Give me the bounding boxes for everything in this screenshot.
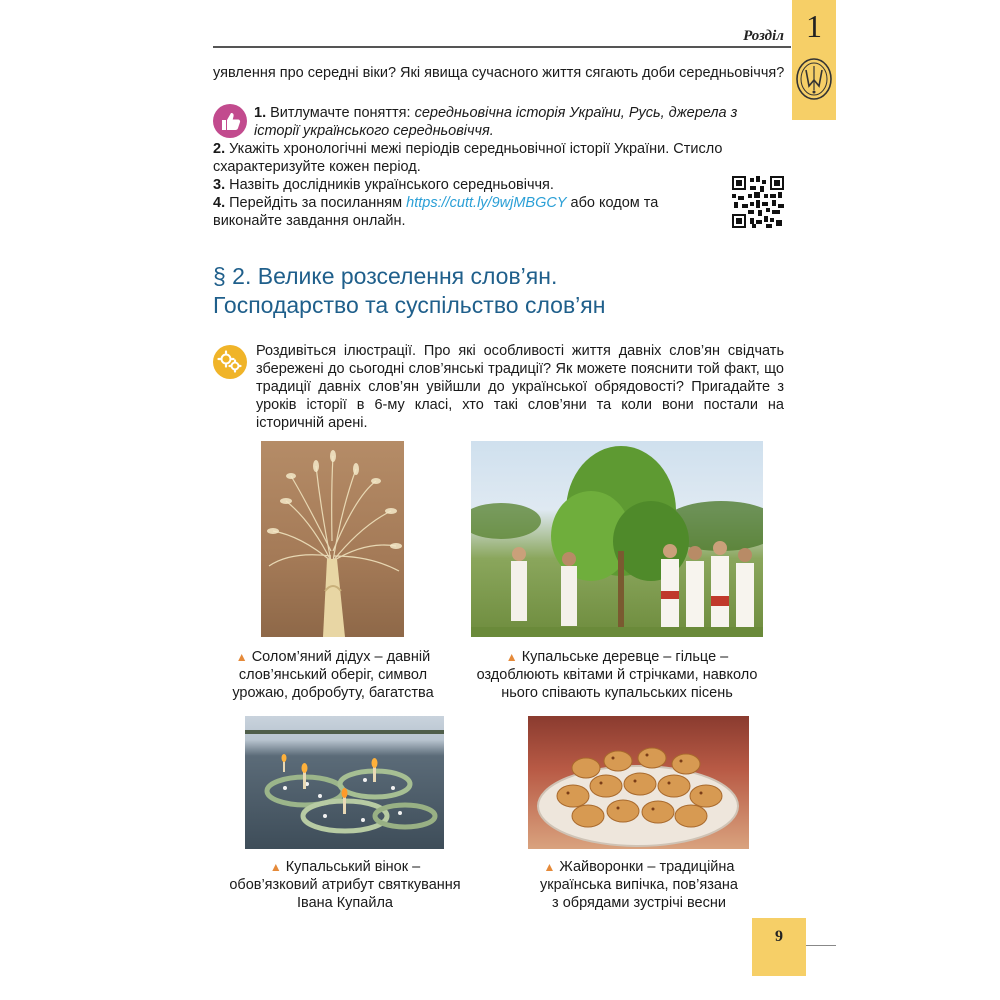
kupala-wreath-illustration xyxy=(245,716,444,849)
caption-zhayvoronky-line-2: українська випічка, пов’язана xyxy=(539,877,738,893)
caption-didukh-line-3: урожаю, добробуту, багатства xyxy=(232,685,434,701)
illustration-task: Роздивіться ілюстрації. Про які особливості життя давніх слов’ян свідчать збережені до сьогодні слов’янські традиції? Як можете пояснити той факт, що традиції давніх слов’ян увійшли до української обрядовості? Пригадайте з уроків історії в 6-му класі, хто такі слов’яни та коли вони постали на історичній арені. xyxy=(256,343,784,431)
thumbs-up-icon xyxy=(213,104,247,138)
task-2-number: 2. xyxy=(213,141,226,157)
caption-zhayvoronky-line-1: Жайворонки – традиційна xyxy=(559,859,735,875)
section-label: Розділ xyxy=(743,28,784,44)
caption-marker-icon: ▲ xyxy=(269,860,282,874)
task-1-prefix: Витлумачте поняття: xyxy=(270,105,411,121)
caption-didukh xyxy=(218,648,448,702)
task-4-number: 4. xyxy=(213,195,226,211)
caption-kupala-wreath xyxy=(205,858,485,912)
coin-emblem-icon xyxy=(794,56,834,102)
task-1 xyxy=(254,104,784,140)
task-1-terms: середньовічна історія України, Русь, джерела з історії українського середньовіччя. xyxy=(254,105,738,139)
caption-kupala-wreath-line-3: Івана Купайла xyxy=(297,895,393,911)
caption-marker-icon: ▲ xyxy=(235,650,248,664)
page-number: 9 xyxy=(775,928,783,945)
didukh-illustration xyxy=(261,441,404,637)
task-3 xyxy=(213,176,785,194)
task-2 xyxy=(213,140,785,176)
qr-code-icon[interactable] xyxy=(732,176,784,228)
caption-didukh-line-1: Солом’яний дідух – давній xyxy=(251,649,431,665)
task-4 xyxy=(213,194,713,230)
task-2-text: Укажіть хронологічні межі періодів середньовічної історії України. Стисло схарактеризуйте кожен період. xyxy=(213,141,723,175)
task-4-link[interactable]: https://cutt.ly/9wjMBGCY xyxy=(406,195,567,211)
task-3-number: 3. xyxy=(213,177,226,193)
task-4-before: Перейдіть за посиланням xyxy=(229,195,403,211)
chapter-number: 1 xyxy=(806,8,822,44)
section-title-line-2: Господарство та суспільство слов’ян xyxy=(213,292,606,318)
kupala-tree-illustration xyxy=(471,441,763,637)
caption-marker-icon: ▲ xyxy=(543,860,556,874)
caption-kupala-wreath-line-1: Купальський вінок – xyxy=(285,859,421,875)
photo-zhayvoronky xyxy=(528,716,749,849)
caption-zhayvoronky-line-3: з обрядами зустрічі весни xyxy=(552,895,726,911)
section-title-line-1: § 2. Велике розселення слов’ян. xyxy=(213,263,558,289)
task-4-after: або кодом та виконайте завдання онлайн. xyxy=(213,195,659,229)
caption-kupala-tree-line-2: оздоблюють квітами й стрічками, навколо xyxy=(476,667,758,683)
zhayvoronky-illustration xyxy=(528,716,749,849)
page-number-tab xyxy=(752,918,806,976)
caption-marker-icon: ▲ xyxy=(505,650,518,664)
section-title xyxy=(213,262,813,320)
caption-didukh-line-2: слов’янський оберіг, символ xyxy=(238,667,428,683)
photo-didukh xyxy=(261,441,404,637)
caption-kupala-wreath-line-2: обов’язковий атрибут святкування xyxy=(229,877,461,893)
photo-kupala-tree xyxy=(471,441,763,637)
gears-icon xyxy=(213,345,247,379)
caption-kupala-tree-line-3: нього співають купальських пісень xyxy=(501,685,733,701)
caption-kupala-tree xyxy=(455,648,779,702)
intro-paragraph: уявлення про середні віки? Які явища сучасного життя сягають доби середньовіччя? xyxy=(213,65,785,81)
header-rule xyxy=(213,46,791,48)
task-1-number: 1. xyxy=(254,105,267,121)
caption-zhayvoronky xyxy=(508,858,770,912)
task-3-text: Назвіть дослідників українського середньовіччя. xyxy=(229,177,554,193)
footer-rule xyxy=(806,945,836,946)
photo-kupala-wreath xyxy=(245,716,444,849)
caption-kupala-tree-line-1: Купальське деревце – гільце – xyxy=(521,649,729,665)
